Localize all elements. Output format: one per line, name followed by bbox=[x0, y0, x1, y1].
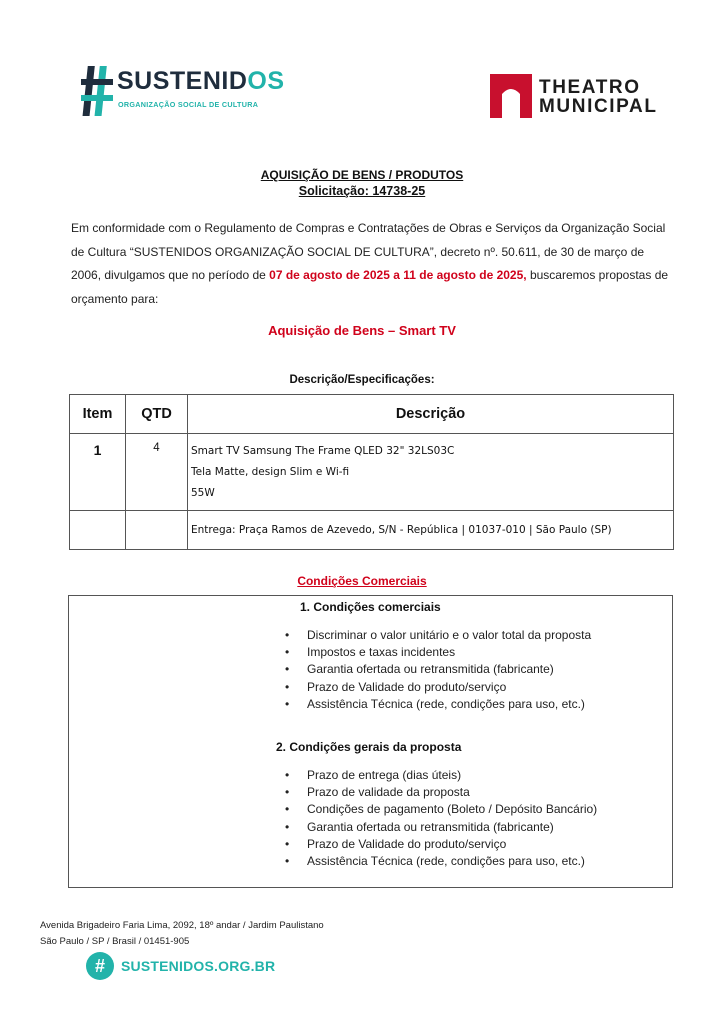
delivery-address: Entrega: Praça Ramos de Azevedo, S/N - República | 01037-010 | São Paulo (SP) bbox=[188, 511, 674, 550]
sustenidos-subtitle: ORGANIZAÇÃO SOCIAL DE CULTURA bbox=[118, 100, 259, 109]
item-number: 1 bbox=[70, 434, 126, 511]
sustenidos-logo bbox=[80, 64, 285, 120]
address-line: São Paulo / SP / Brasil / 01451-905 bbox=[40, 936, 190, 947]
section1-list bbox=[307, 627, 591, 713]
table-row bbox=[70, 511, 674, 550]
spec-label: Descrição/Especificações: bbox=[289, 374, 435, 386]
list-item: • Prazo de Validade do produto/serviço bbox=[307, 836, 597, 853]
table-row bbox=[70, 434, 674, 511]
header-qtd: QTD bbox=[126, 395, 188, 434]
item-description bbox=[188, 434, 674, 511]
hashtag-icon: # bbox=[94, 956, 105, 976]
desc-line: 55W bbox=[191, 487, 215, 499]
list-item: • Garantia ofertada ou retransmitida (fabricante) bbox=[307, 819, 597, 836]
theatro-line2: MUNICIPAL bbox=[539, 96, 658, 117]
empty-cell bbox=[70, 511, 126, 550]
header-item: Item bbox=[70, 395, 126, 434]
desc-line: Tela Matte, design Slim e Wi-fi bbox=[191, 466, 350, 478]
table-header-row bbox=[70, 395, 674, 434]
request-number: Solicitação: 14738-25 bbox=[298, 184, 426, 198]
list-item: • Discriminar o valor unitário e o valor total da proposta bbox=[307, 627, 591, 644]
section1-heading: 1. Condições comerciais bbox=[300, 600, 441, 614]
conditions-box bbox=[68, 595, 673, 888]
list-item: • Garantia ofertada ou retransmitida (fabricante) bbox=[307, 661, 591, 678]
list-item: • Condições de pagamento (Boleto / Depósito Bancário) bbox=[307, 801, 597, 818]
section2-heading: 2. Condições gerais da proposta bbox=[276, 740, 462, 754]
list-item: • Prazo de validade da proposta bbox=[307, 784, 597, 801]
list-item: • Impostos e taxas incidentes bbox=[307, 644, 591, 661]
header-descricao: Descrição bbox=[188, 395, 674, 434]
footer-website-logo[interactable] bbox=[86, 952, 276, 982]
list-item: • Prazo de Validade do produto/serviço bbox=[307, 679, 591, 696]
footer-address bbox=[40, 918, 324, 950]
list-item: • Prazo de entrega (dias úteis) bbox=[307, 767, 597, 784]
theatro-municipal-logo bbox=[490, 72, 660, 118]
intro-paragraph: Em conformidade com o Regulamento de Compras e Contratações de Obras e Serviços da Organização Social de Cultura “SUSTENIDOS ORGANIZAÇÃO SOCIAL DE CULTURA”, decreto nº. 50.611, de 30 de março de 2006, divulgamos que no período de 07 de agosto de 2025 a 11 de agosto de 2025, buscaremos propostas de orçamento para: bbox=[71, 221, 669, 306]
theatro-line1: THEATRO bbox=[539, 77, 641, 98]
website-link[interactable]: SUSTENIDOS.ORG.BR bbox=[121, 958, 276, 974]
desc-line: Smart TV Samsung The Frame QLED 32" 32LS03C bbox=[191, 445, 455, 457]
items-table bbox=[69, 394, 674, 550]
section2-list bbox=[307, 767, 597, 870]
address-line: Avenida Brigadeiro Faria Lima, 2092, 18º andar / Jardim Paulistano bbox=[40, 920, 324, 931]
subject-heading: Aquisição de Bens – Smart TV bbox=[268, 323, 456, 338]
sustenidos-wordmark: SUSTENIDOS bbox=[117, 67, 285, 95]
period-highlight: 07 de agosto de 2025 a 11 de agosto de 2025, bbox=[269, 268, 527, 282]
item-quantity: 4 bbox=[126, 434, 188, 511]
hashtag-logo-icon bbox=[80, 64, 114, 118]
list-item: • Assistência Técnica (rede, condições para uso, etc.) bbox=[307, 853, 597, 870]
document-title: AQUISIÇÃO DE BENS / PRODUTOS bbox=[260, 168, 464, 182]
conditions-title: Condições Comerciais bbox=[297, 574, 427, 588]
theatro-arch-icon bbox=[490, 74, 532, 118]
list-item: • Assistência Técnica (rede, condições para uso, etc.) bbox=[307, 696, 591, 713]
empty-cell bbox=[126, 511, 188, 550]
